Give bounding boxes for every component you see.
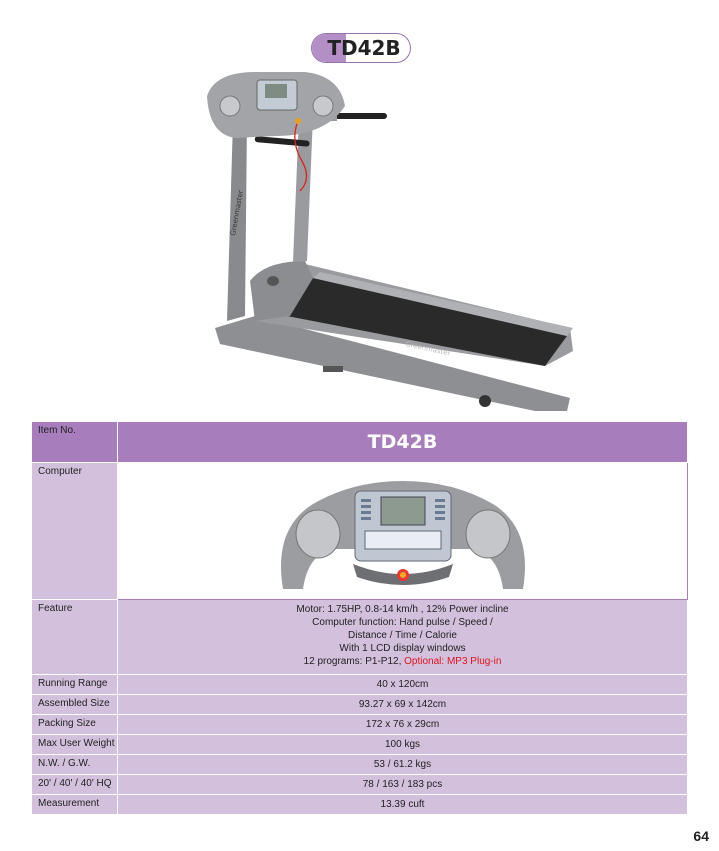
max-user-weight-label: Max User Weight [32,735,118,755]
programs-text: 12 programs: P1-P12, [303,656,402,667]
packing-size-label: Packing Size [32,715,118,735]
item-no-label: Item No. [32,422,118,463]
row-container [32,775,688,795]
measurement-label: Measurement [32,795,118,815]
container-value: 78 / 163 / 183 pcs [118,775,688,795]
row-max-user-weight [32,735,688,755]
feature-line: Motor: 1.75HP, 0.8-14 km/h , 12% Power incline [296,604,509,615]
running-range-label: Running Range [32,675,118,695]
page-number: 64 [693,828,709,844]
row-feature [32,600,688,675]
nw-gw-value: 53 / 61.2 kgs [118,755,688,775]
computer-label: Computer [32,463,118,600]
feature-value [118,600,688,675]
spec-table [31,421,688,815]
feature-line [118,655,687,668]
model-badge [311,33,411,63]
feature-label: Feature [32,600,118,675]
row-computer [32,463,688,600]
optional-text: Optional: MP3 Plug-in [401,656,502,667]
assembled-size-value: 93.27 x 69 x 142cm [118,695,688,715]
treadmill-image [195,66,575,411]
item-no-value: TD42B [118,422,688,463]
computer-image-cell [118,463,688,600]
measurement-value: 13.39 cuft [118,795,688,815]
max-user-weight-value: 100 kgs [118,735,688,755]
row-packing-size [32,715,688,735]
nw-gw-label: N.W. / G.W. [32,755,118,775]
svg-text:Greenmaster: Greenmaster [404,340,452,358]
row-assembled-size [32,695,688,715]
container-label: 20' / 40' / 40' HQ [32,775,118,795]
feature-line: With 1 LCD display windows [339,643,466,654]
assembled-size-label: Assembled Size [32,695,118,715]
row-nw-gw [32,755,688,775]
model-badge-text: TD42B [327,36,401,60]
feature-line: Distance / Time / Calorie [348,630,457,641]
svg-text:Greenmaster: Greenmaster [229,189,245,237]
row-measurement [32,795,688,815]
feature-line: Computer function: Hand pulse / Speed / [312,617,493,628]
running-range-value: 40 x 120cm [118,675,688,695]
row-running-range [32,675,688,695]
console-image [273,469,533,594]
packing-size-value: 172 x 76 x 29cm [118,715,688,735]
row-item-no [32,422,688,463]
